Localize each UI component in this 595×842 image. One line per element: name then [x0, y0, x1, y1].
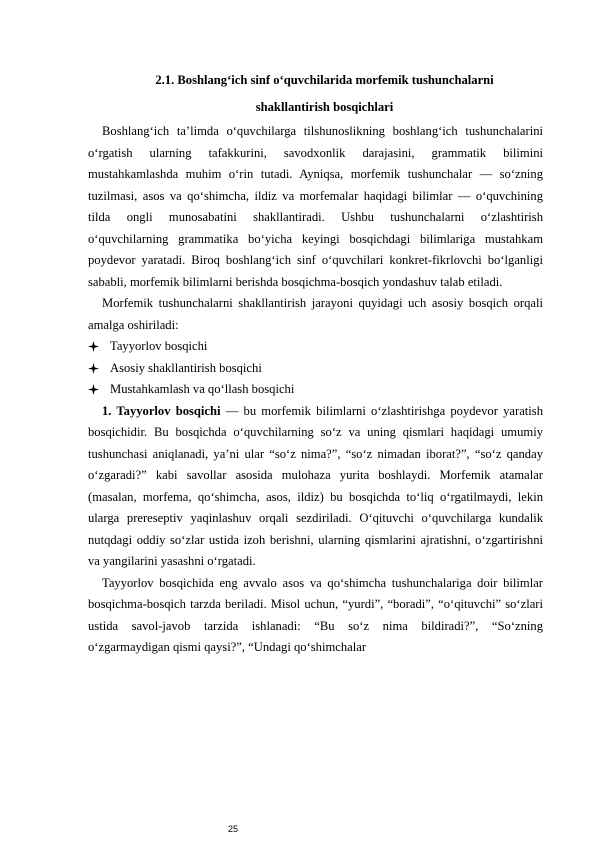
diamond-bullet-icon: [88, 341, 99, 352]
document-page: [88, 67, 543, 659]
list-item-label: Asosiy shakllantirish bosqichi: [110, 360, 262, 375]
paragraph-preparation-details: Tayyorlov bosqichida eng avvalo asos va qo‘shimcha tushunchalariga doir bilimlar bosqichma-bosqich tarzda beriladi. Misol uchun, “yurdi”, “boradi”, “o‘qituvchi” so‘zlari ustida savol-javob tarzida ishlanadi: “Bu so‘z nima bildiradi?”, “So‘zning o‘zgarmaydigan qismi qaysi?”, “Undagi qo‘shimchalar: [88, 575, 543, 654]
section-title-line-2: shakllantirish bosqichlari: [255, 100, 394, 114]
stage-heading: 1. Tayyorlov bosqichi: [102, 403, 221, 418]
page-number: 25: [228, 824, 239, 834]
list-item-label: Mustahkamlash va qo‘llash bosqichi: [110, 382, 295, 396]
stages-list: [88, 336, 543, 401]
section-title-line-1: 2.1. Boshlang‘ich sinf o‘quvchilarida morfemik tushunchalarni: [155, 73, 494, 87]
list-item: [88, 379, 543, 401]
stage-description: — bu morfemik bilimlarni o‘zlashtirishga poydevor yaratish bosqichidir. Bu bosqichda o‘quvchilarning so‘z va uning qismlari haqidagi umumiy tushunchasi aniqlanadi, ya’ni ular “so‘z nima?”, “so‘z nimadan iborat?”, “so‘z qanday o‘zgaradi?” kabi savollar asosida mulohaza yurita boshlaydi. Morfemik atamalar (masalan, morfema, qo‘shimcha, asos, ildiz) bu bosqichda to‘liq o‘rgatilmaydi, lekin ularga prereseptiv yaqinlashuv orqali sezdiriladi. O‘qituvchi o‘quvchilarga kundalik nutqdagi oddiy so‘zlar ustida izoh berishni, ularning qismlarini ajratishni, o‘zgartirishni va yangilarini yasashni o‘rgatadi.: [88, 403, 543, 568]
list-item-label: Tayyorlov bosqichi: [110, 339, 208, 353]
diamond-bullet-icon: [88, 363, 99, 374]
paragraph-intro: Boshlang‘ich ta’limda o‘quvchilarga tilshunoslikning boshlang‘ich tushunchalarini o‘rgatish ularning tafakkurini, savodxonlik darajasini, grammatik bilimini mustahkamlashda muhim o‘rin tutadi. Ayniqsa, morfemik tushunchalar — so‘zning tuzilmasi, asos va qo‘shimcha, ildiz va morfemalar haqidagi bilimlar — o‘quvchining tilda ongli munosabatini shakllantiradi. Ushbu tushunchalarni o‘zlashtirish o‘quvchilarning grammatika bo‘yicha keyingi bosqichdagi bilimlariga mustahkam poydevor yaratadi. Biroq boshlang‘ich sinf o‘quvchilari konkret-fikrlovchi bo‘lganligi sababli, morfemik bilimlarni berishda bosqichma-bosqich yondashuv talab etiladi.: [88, 124, 543, 289]
list-item: [88, 336, 543, 358]
diamond-bullet-icon: [88, 384, 99, 395]
paragraph-preparation-stage: [88, 401, 543, 573]
paragraph-stages-intro: Morfemik tushunchalarni shakllantirish jarayoni quyidagi uch asosiy bosqich orqali amalga oshiriladi:: [88, 296, 543, 332]
list-item: [88, 358, 543, 380]
